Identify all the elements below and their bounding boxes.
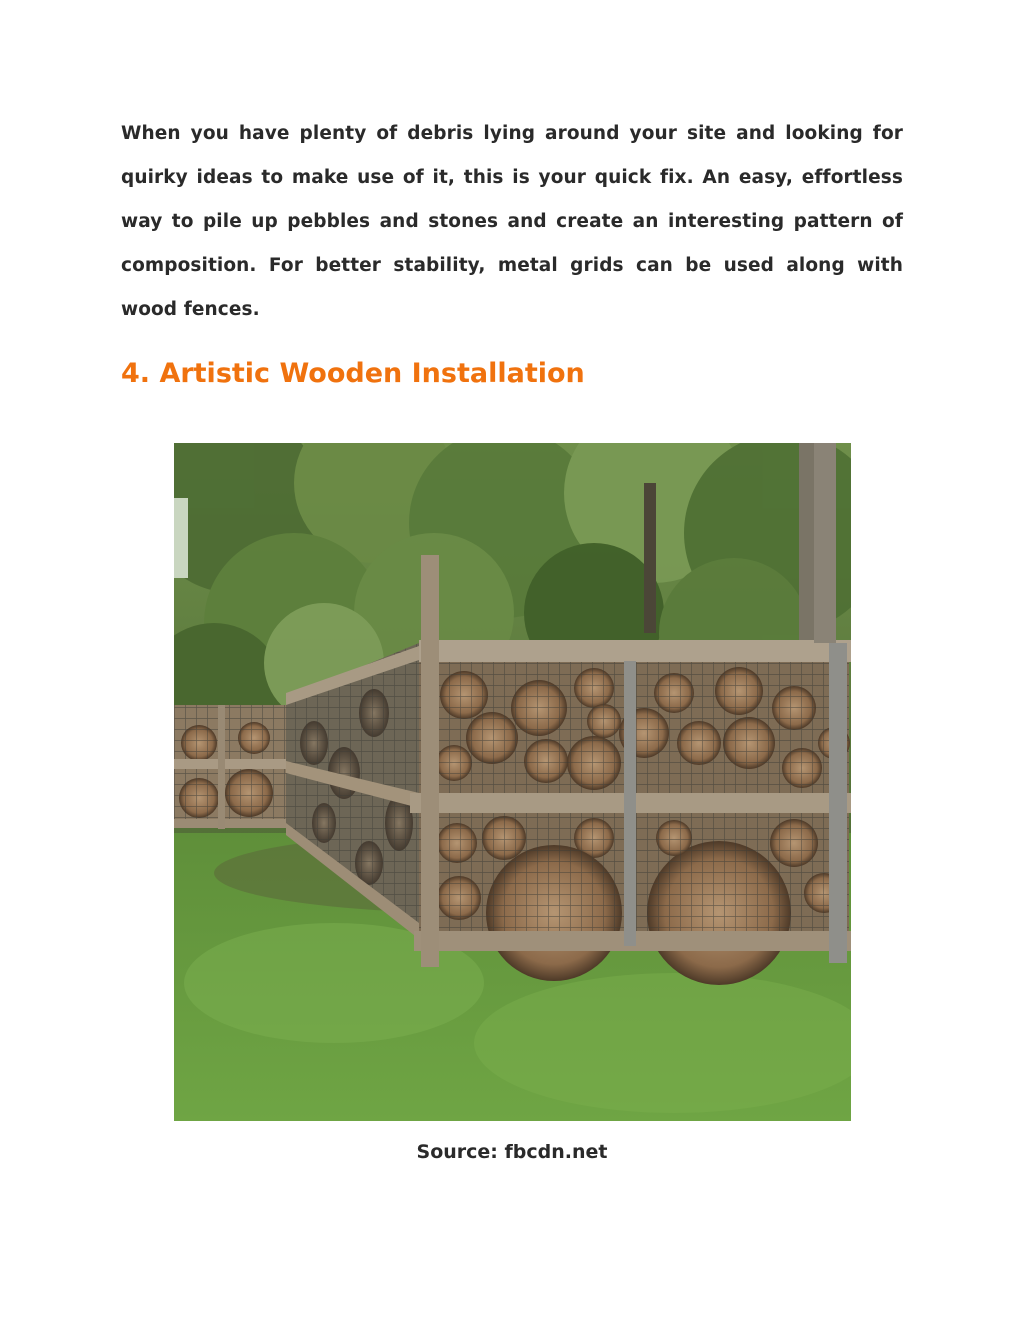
body-paragraph: When you have plenty of debris lying around your site and looking for quirky ideas to make use of it, this is your quick fix. An easy, effortless way to pile up pebbles and stones and create an interesting pattern of composition. For better stability, metal grids can be used along with wood fences. [121,123,903,320]
image-source-caption: Source: fbcdn.net [416,1141,608,1163]
section-heading: 4. Artistic Wooden Installation [121,358,585,389]
fence-photo [174,443,851,1121]
